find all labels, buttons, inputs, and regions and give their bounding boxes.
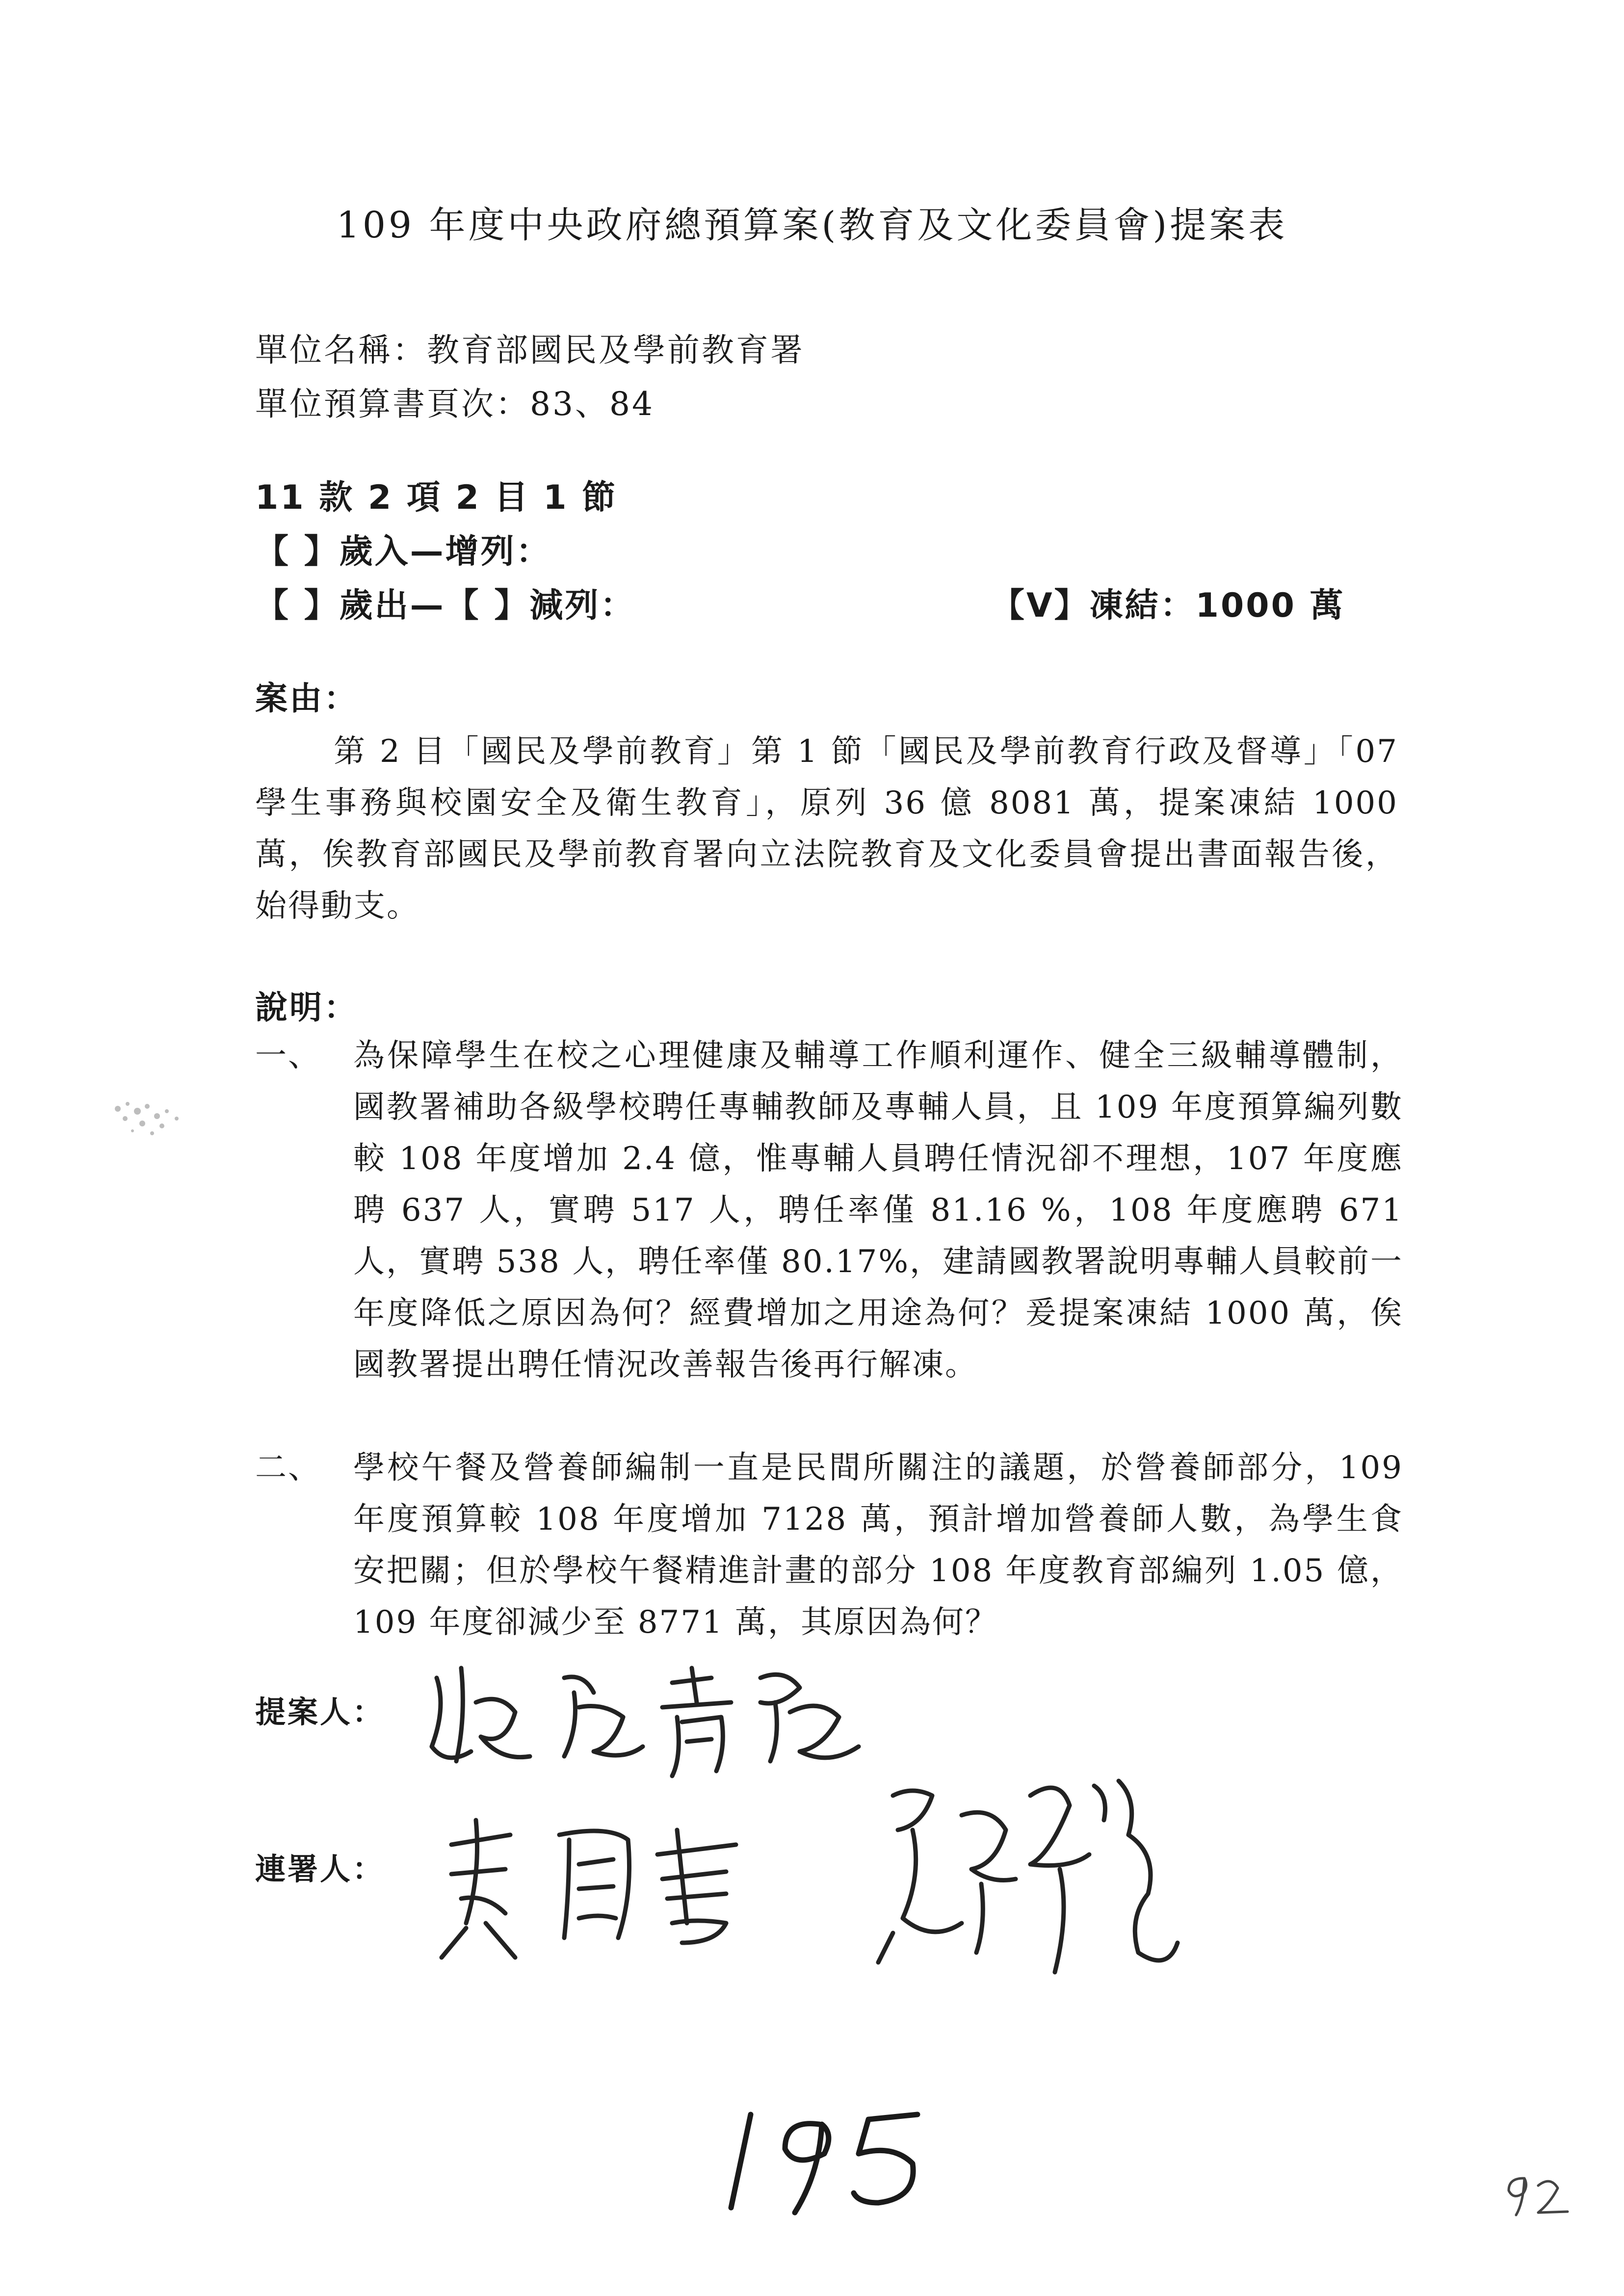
unit-pages: 單位預算書頁次：83、84 [255,385,655,423]
reason-text: 第 2 目「國民及學前教育」第 1 節「國民及學前教育行政及督導」「07 學生事務與校園安全及衛生教育」，原列 36 億 8081 萬，提案凍結 1000 萬，俟教育部國民及學前教育署向立法院教育及文化委員會提出書面報告後，始得動支。 [255,733,1398,924]
explanation-heading: 說明： [255,989,358,1026]
revenue-line: 【 】歲入—增列： [255,532,551,571]
proposer-label: 提案人： [255,1694,385,1730]
explanation-item-number: 二、 [255,1450,321,1486]
scan-smudge [103,1089,191,1150]
freeze-line: 【V】凍結：1000 萬 [991,586,1345,625]
expenditure-row [255,579,1433,626]
cosigner-signature [864,1756,1207,2031]
explanation-item [255,1030,1403,1462]
explanation-item [255,1442,1403,1668]
budget-item: 11 款 2 項 2 目 1 節 [255,478,618,517]
explanation-item-text: 學校午餐及營養師編制一直是民間所關注的議題，於營養師部分，109 年度預算較 108 年度增加 7128 萬，預計增加營養師人數，為學生食安把關；但於學校午餐精進計畫的部分 108 年度教育部編列 1.05 億，109 年度卻減少至 8771 萬，其原因為何？ [353,1450,1403,1641]
unit-name: 單位名稱：教育部國民及學前教育署 [255,331,805,369]
document-title: 109 年度中央政府總預算案(教育及文化委員會)提案表 [336,204,1288,246]
explanation-item-number: 一、 [255,1038,321,1074]
handwritten-corner-number [1501,2168,1575,2224]
cosigner-label: 連署人： [255,1851,385,1887]
reason-heading: 案由： [255,679,358,717]
explanation-item-text: 為保障學生在校之心理健康及輔導工作順利運作、健全三級輔導體制，國教署補助各級學校聘任專輔教師及專輔人員，且 109 年度預算編列數較 108 年度增加 2.4 億，惟專輔人員聘任情況卻不理想，107 年度應聘 637 人，實聘 517 人，聘任率僅 81.16 %，108 年度應聘 671 人，實聘 538 人，聘任率僅 80.17%，建請國教署說明專輔人員較前一年度降低之原因為何？經費增加之用途為何？爰提案凍結 1000 萬，俟國教署提出聘任情況改善報告後再行解凍。 [353,1038,1403,1383]
handwritten-page-number [721,2085,976,2224]
expenditure-line: 【 】歲出—【 】減列： [255,586,636,625]
cosigner-signature [422,1776,864,1982]
